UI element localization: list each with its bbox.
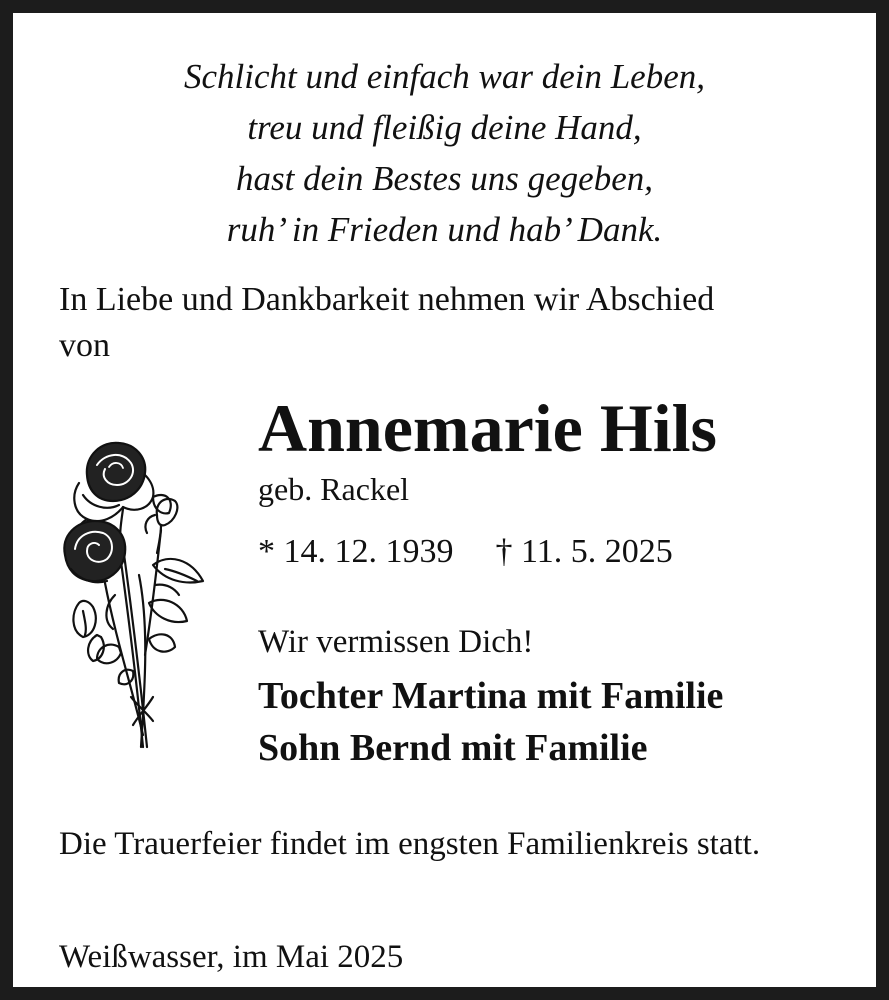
birth-date: * 14. 12. 1939	[258, 533, 454, 570]
poem-line: treu und fleißig deine Hand,	[247, 108, 642, 147]
life-dates	[258, 530, 673, 574]
place-date: Weißwasser, im Mai 2025	[59, 939, 404, 975]
poem-line: Schlicht und einfach war dein Leben,	[183, 57, 706, 96]
poem-line: hast dein Bestes uns gegeben,	[236, 159, 653, 198]
intro-text	[59, 277, 859, 369]
death-date: † 11. 5. 2025	[495, 533, 673, 570]
mourner-line: Sohn Bernd mit Familie	[258, 727, 648, 769]
poem	[26, 51, 863, 255]
mourners	[258, 670, 723, 774]
intro-line: von	[59, 327, 110, 364]
intro-line: In Liebe und Dankbarkeit nehmen wir Abschied	[59, 281, 715, 318]
funeral-notice: Die Trauerfeier findet im engsten Familienkreis statt.	[59, 826, 761, 862]
message: Wir vermissen Dich!	[258, 624, 534, 660]
birth-name: geb. Rackel	[258, 471, 410, 507]
deceased-name: Annemarie Hils	[258, 390, 717, 466]
mourner-line: Tochter Martina mit Familie	[258, 675, 724, 717]
rose-icon	[57, 435, 209, 753]
poem-line: ruh’ in Frieden und hab’ Dank.	[226, 210, 663, 249]
